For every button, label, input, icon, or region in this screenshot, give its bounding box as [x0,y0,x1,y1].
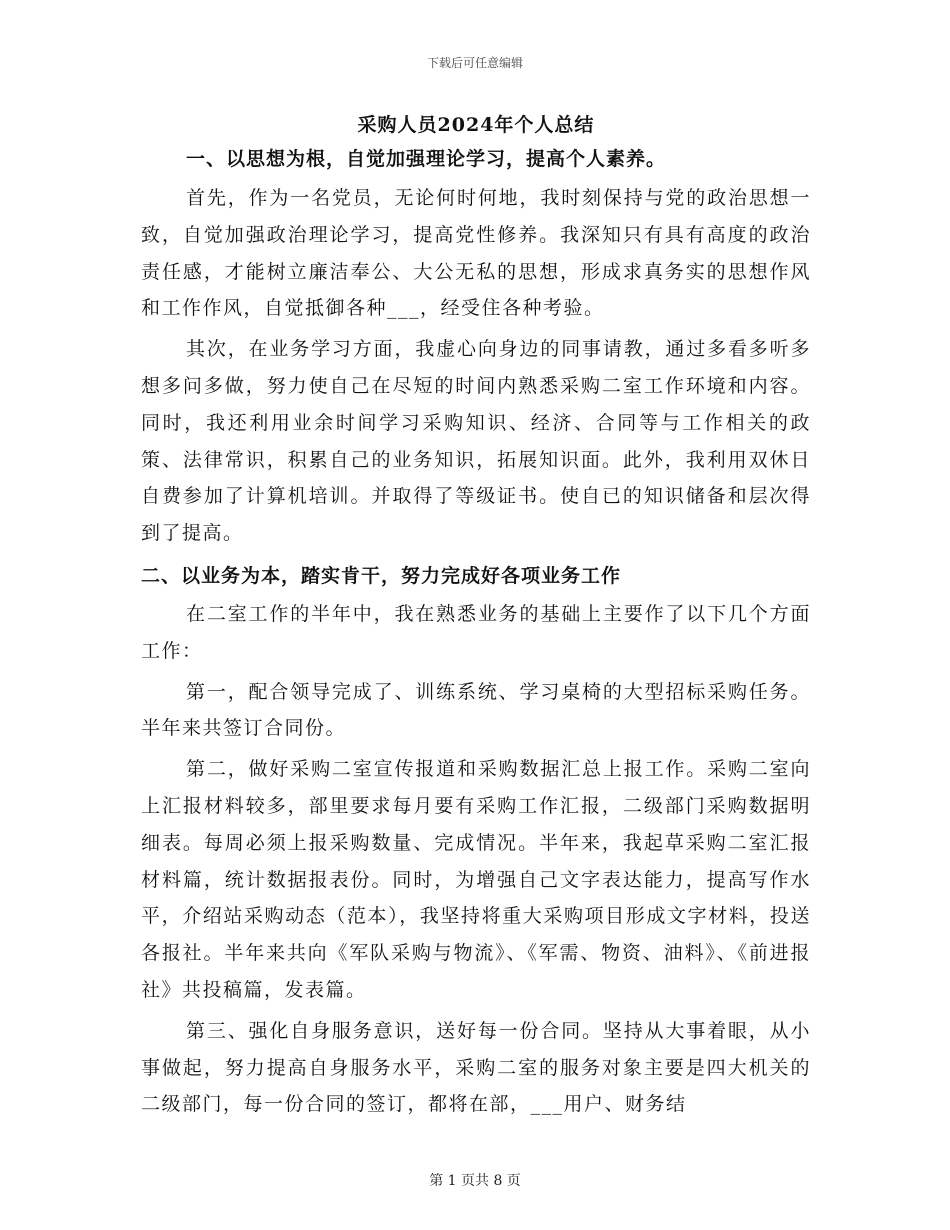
paragraph-5: 第二，做好采购二室宣传报道和采购数据汇总上报工作。采购二室向上汇报材料较多，部里要求每月要有采购工作汇报，二级部门采购数据明细表。每周必须上报采购数量、完成情况。半年来，我起草采购二室汇报材料篇，统计数据报表份。同时，为增强自己文字表达能力，提高写作水平，介绍站采购动态（范本），我坚持将重大采购项目形成文字材料，投送各报社。半年来共向《军队采购与物流》、《军需、物资、油料》、《前进报社》共投稿篇，发表篇。 [141,758,811,1001]
paragraph-3: 在二室工作的半年中，我在熟悉业务的基础上主要作了以下几个方面工作： [141,602,811,662]
page-number: 第 1 页共 8 页 [429,1173,521,1189]
section-heading-1: 一、以思想为根，自觉加强理论学习，提高个人素养。 [186,148,667,170]
document-title: 采购人员2024年个人总结 [357,114,595,136]
document-body [141,110,811,1127]
paragraph-4: 第一，配合领导完成了、训练系统、学习桌椅的大型招标采购任务。半年来共签订合同份。 [141,680,811,740]
section-heading-2: 二、以业务为本，踏实肯干，努力完成好各项业务工作 [141,564,622,587]
paragraph-1: 首先，作为一名党员，无论何时何地，我时刻保持与党的政治思想一致，自觉加强政治理论学习，提高党性修养。我深知只有具有高度的政治责任感，才能树立廉洁奉公、大公无私的思想，形成求真务实的思想作风和工作作风，自觉抵御各种___，经受住各种考验。 [141,187,811,320]
paragraph-6: 第三、强化自身服务意识，送好每一份合同。坚持从大事着眼，从小事做起，努力提高自身服务水平，采购二室的服务对象主要是四大机关的二级部门，每一份合同的签订，都将在部，___用户、财务结 [141,1019,811,1116]
paragraph-2: 其次，在业务学习方面，我虚心向身边的同事请教，通过多看多听多想多问多做，努力使自己在尽短的时间内熟悉采购二室工作环境和内容。同时，我还利用业余时间学习采购知识、经济、合同等与工作相关的政策、法律常识，积累自己的业务知识，拓展知识面。此外，我利用双休日自费参加了计算机培训。并取得了等级证书。使自已的知识储备和层次得到了提高。 [141,338,811,545]
page-header-note: 下载后可任意编辑 [426,56,523,70]
